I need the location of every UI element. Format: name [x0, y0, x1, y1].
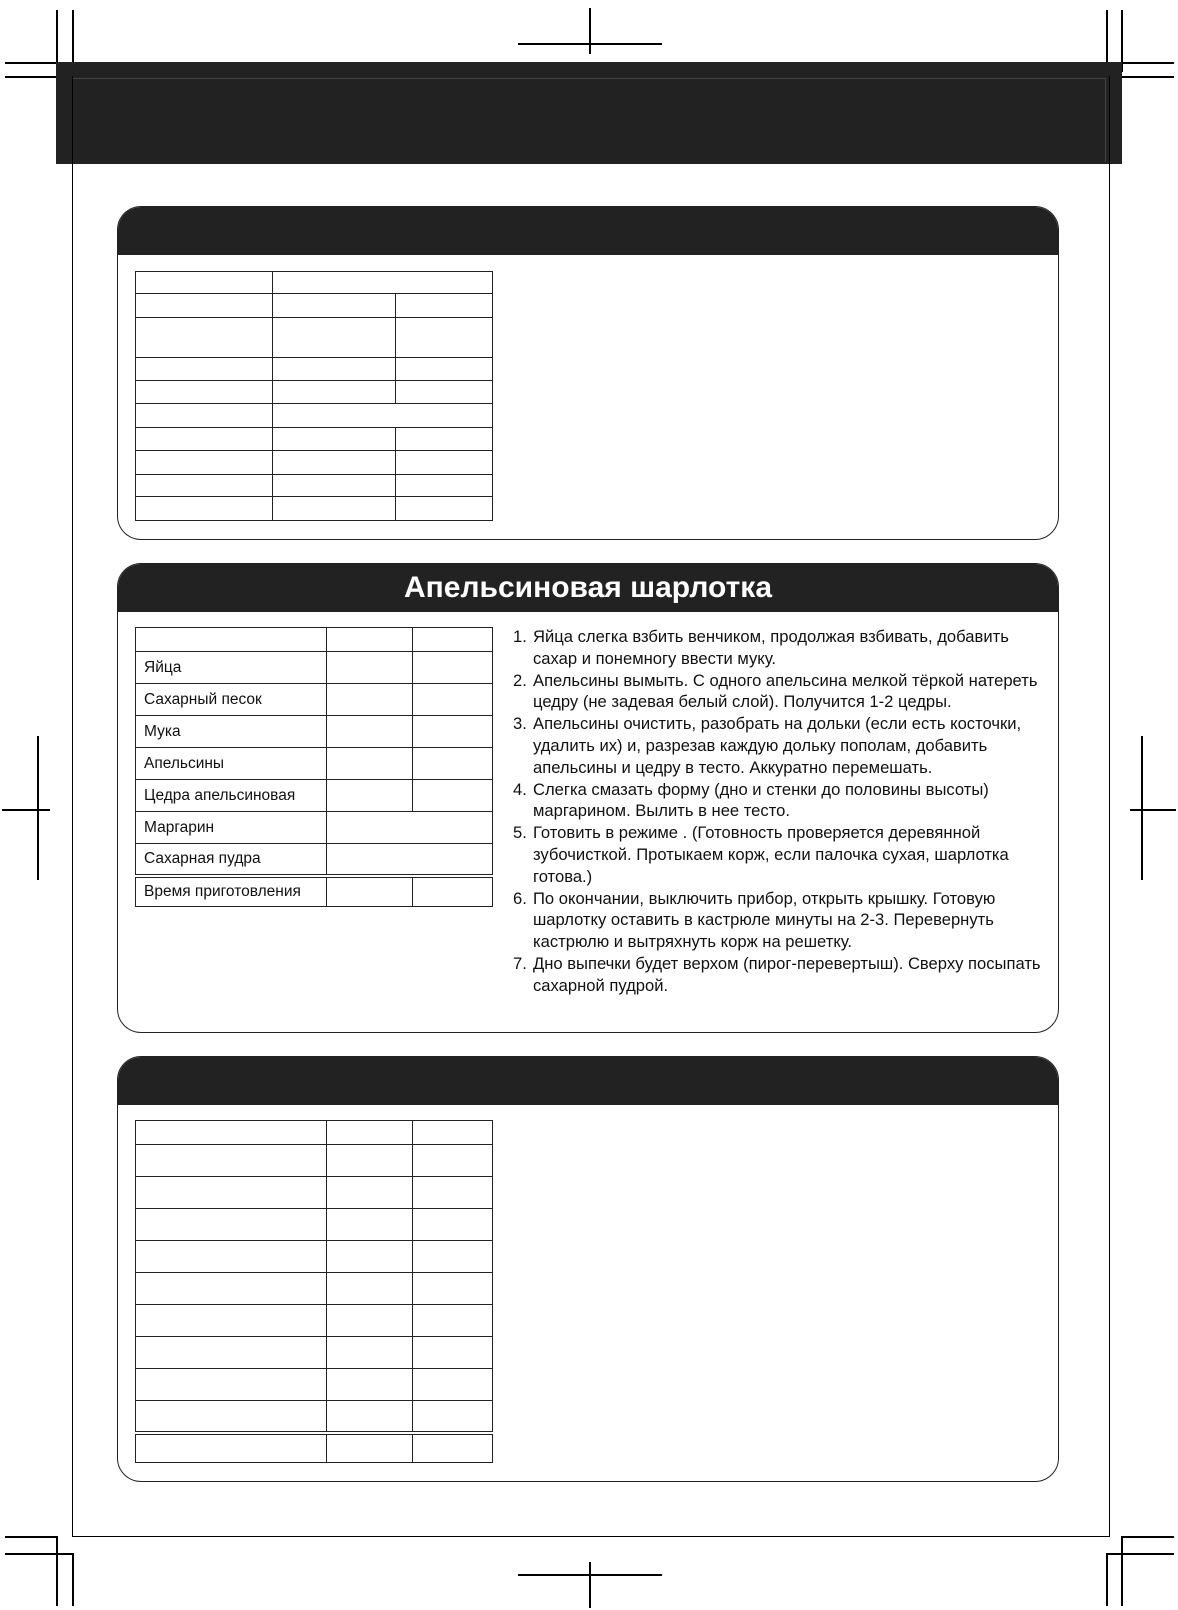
table-row: [136, 876, 493, 907]
ingredient-name: Цедра апельсиновая: [136, 780, 327, 812]
ingredient-name: Яйца: [136, 652, 327, 684]
step-text: Яйца слегка взбить венчиком, продолжая взбивать, добавить сахар и понемногу ввести муку.: [533, 627, 1009, 668]
list-item: 3. Апельсины очистить, разобрать на дольки (если есть косточки, удалить их) и, разрезав каждую дольку пополам, добавить апельсины и цедру в тесто. Аккуратно перемешать.: [513, 714, 1022, 777]
table-row: [136, 716, 493, 748]
step-text: Дно выпечки будет верхом (пирог-перевертыш). Сверху посыпать сахарной пудрой.: [533, 953, 1041, 995]
ingredient-name: Мука: [136, 716, 327, 748]
table-row: [136, 844, 493, 876]
ingredient-name: Время приготовления: [136, 876, 327, 907]
recipe-card-3-header: [118, 1057, 1058, 1105]
step-text: Слегка смазать форму (дно и стенки до половины высоты) маргарином. Вылить в нее тесто.: [533, 779, 989, 821]
step-text: Апельсины вымыть. С одного апельсина мелкой тёркой натереть цедру (не задевая белый слой). Получится 1-2 цедры.: [533, 670, 1038, 712]
ingredient-name: Сахарная пудра: [136, 844, 327, 876]
list-item: 7. Дно выпечки будет верхом (пирог-перевертыш). Сверху посыпать сахарной пудрой.: [513, 953, 1041, 995]
step-text: По окончании, выключить прибор, открыть крышку. Готовую шарлотку оставить в кастрюле минуты на 2-3. Перевернуть кастрюлю и вытряхнуть корж на решетку.: [533, 888, 996, 952]
ingredients-table: [135, 627, 493, 907]
recipe-card-3-table: [135, 1120, 493, 1463]
recipe-card-1-table: [135, 271, 493, 521]
recipe-card-2: [117, 563, 1059, 1033]
list-item: 2. Апельсины вымыть. С одного апельсина мелкой тёркой натереть цедру (не задевая белый слой). Получится 1-2 цедры.: [513, 670, 1038, 712]
table-header-row: [136, 628, 493, 652]
table-row: [136, 652, 493, 684]
list-item: 6. По окончании, выключить прибор, открыть крышку. Готовую шарлотку оставить в кастрюле минуты на 2-3. Перевернуть кастрюлю и вытряхнуть корж на решетку.: [513, 888, 996, 952]
table-row: [136, 780, 493, 812]
list-item: 4. Слегка смазать форму (дно и стенки до половины высоты) маргарином. Вылить в нее тесто.: [513, 779, 989, 821]
ingredient-name: Сахарный песок: [136, 684, 327, 716]
recipe-card-1-header: [118, 207, 1058, 255]
recipe-card-1: [117, 206, 1059, 540]
recipe-card-3: [117, 1056, 1059, 1482]
instructions-list: [513, 626, 1053, 997]
table-row: [136, 748, 493, 780]
ingredient-name: Апельсины: [136, 748, 327, 780]
step-text: Готовить в режиме . (Готовность проверяется деревянной зубочисткой. Протыкаем корж, если палочка сухая, шарлотка готова.): [533, 823, 1009, 886]
step-text: Апельсины очистить, разобрать на дольки (если есть косточки, удалить их) и, разрезав каждую дольку пополам, добавить апельсины и цедру в тесто. Аккуратно перемешать.: [533, 714, 1022, 777]
table-row: [136, 684, 493, 716]
recipe-title: Апельсиновая шарлотка: [118, 564, 1058, 612]
table-row: [136, 812, 493, 844]
ingredient-name: Маргарин: [136, 812, 327, 844]
list-item: 1. Яйца слегка взбить венчиком, продолжая взбивать, добавить сахар и понемногу ввести муку.: [513, 627, 1009, 668]
list-item: 5. Готовить в режиме . (Готовность проверяется деревянной зубочисткой. Протыкаем корж, если палочка сухая, шарлотка готова.): [513, 823, 1009, 886]
